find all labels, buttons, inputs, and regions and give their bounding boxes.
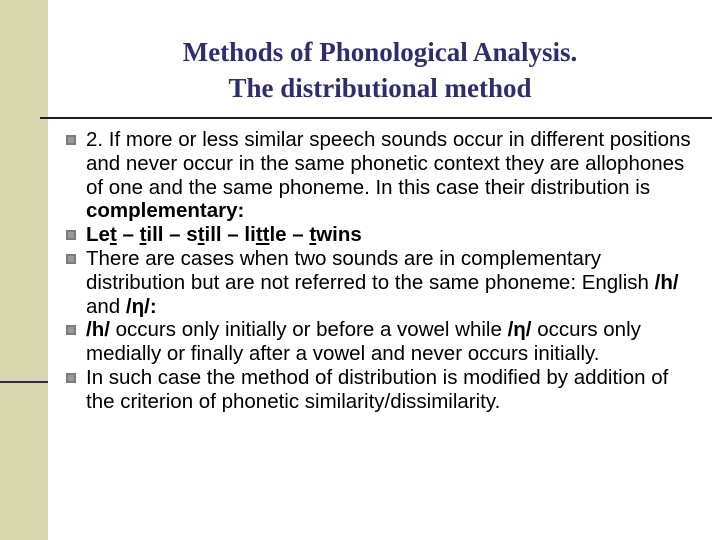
example-word-part: s [186,223,198,247]
square-bullet-icon [66,230,76,240]
title-divider [40,117,712,119]
square-bullet-icon [66,254,76,264]
square-bullet-icon [66,325,76,335]
phoneme-h: /h/ [654,270,679,294]
example-word-part: le [269,223,287,247]
bullet-1-bold-term: complementary: [86,199,245,223]
bullet-4-rest: occurs only medially or finally after a vowel and never occurs initially. [86,318,641,366]
square-bullet-icon [66,135,76,145]
bullet-1-text: 2. If more or less similar speech sounds occur in different positions and never occur in the same phonetic context they are allophones of one and the same phoneme. In this case their distribution is [86,128,691,199]
bullet-3-and: and [86,294,126,318]
bullet-item-1 [86,128,696,223]
underlined-letter: tt [255,223,270,247]
example-words [86,223,362,246]
example-word-part: wins [316,223,362,247]
separator: – [116,223,140,247]
separator: – [286,223,310,247]
title-line-2: The distributional method [228,73,532,103]
bullet-3-text: There are cases when two sounds are in complementary distribution but are not referred to the same phoneme: English [86,246,655,294]
bullet-item-2 [86,223,696,247]
separator: – [221,223,245,247]
underlined-letter: t [197,223,205,247]
square-bullet-icon [66,373,76,383]
separator: – [163,223,187,247]
underlined-letter: t [139,223,147,247]
underlined-letter: t [309,223,317,247]
bullet-item-4 [86,318,696,366]
example-word-part: ill [146,223,164,247]
bullet-4-middle: occurs only initially or before a vowel while [109,318,508,342]
underlined-letter: t [109,223,117,247]
slide-title [50,34,710,106]
bullet-5-text: In such case the method of distribution is modified by addition of the criterion of phonetic similarity/dissimilarity. [86,365,669,413]
bullet-list [86,128,696,414]
title-line-1: Methods of Phonological Analysis. [182,37,578,67]
phoneme-h: /h/ [86,318,110,342]
left-decorative-band [0,0,48,540]
example-word-part: ill [204,223,222,247]
example-word-part: li [244,223,256,247]
bullet-item-3 [86,247,696,318]
phoneme-eta: /η/ [507,318,532,342]
example-word-part: Le [86,223,110,247]
phoneme-eta: /η/: [125,294,157,318]
left-accent-rule [0,381,48,383]
bullet-item-5 [86,366,696,414]
